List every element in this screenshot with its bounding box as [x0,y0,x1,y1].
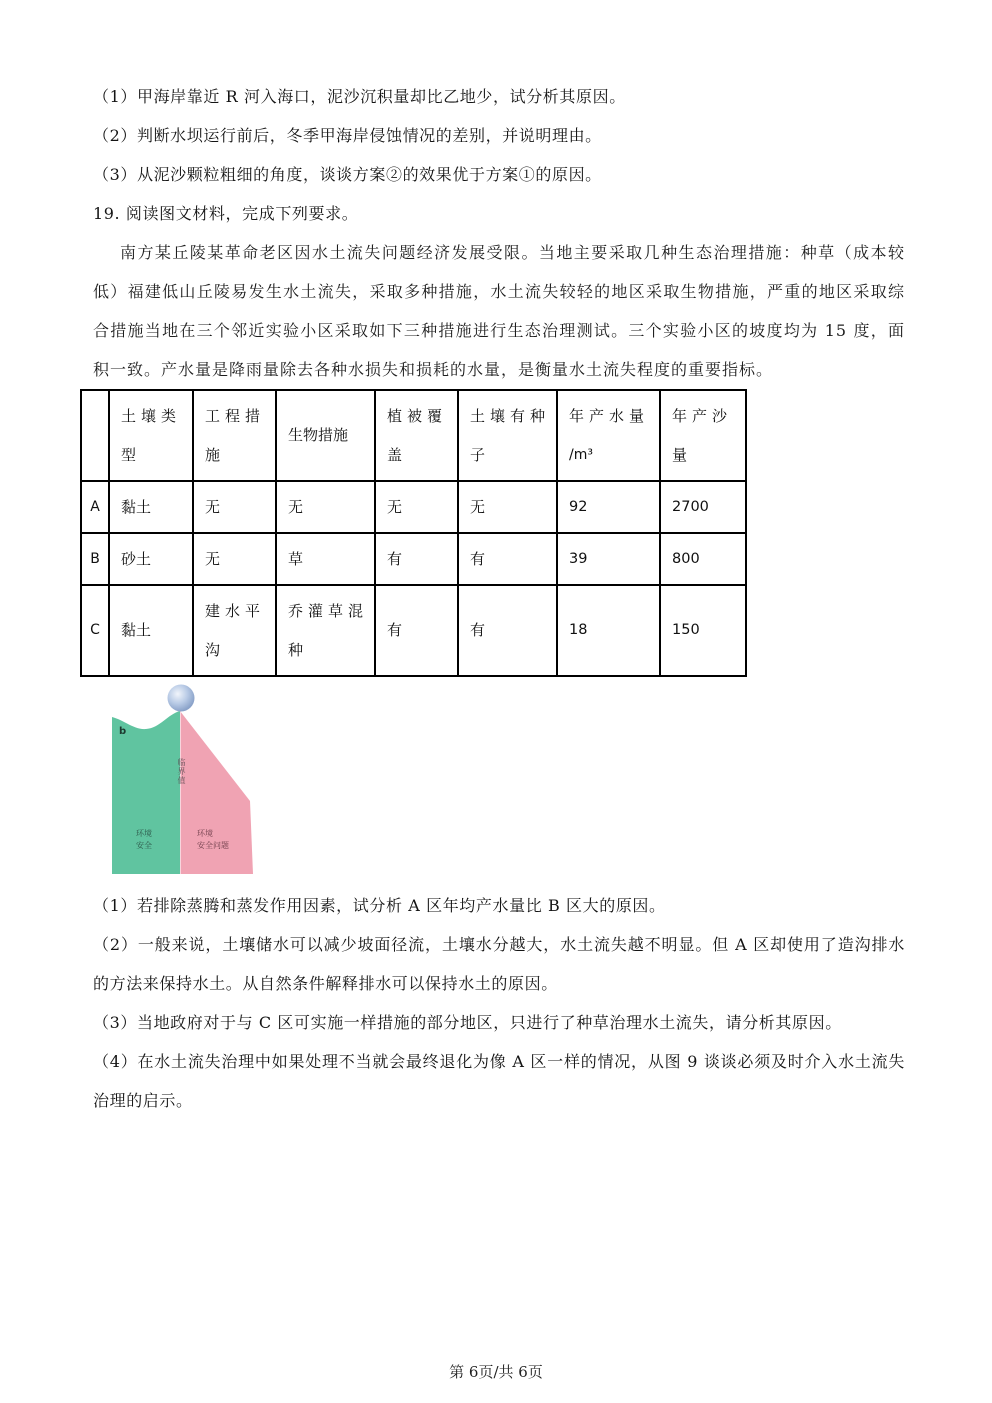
table-row [81,585,746,676]
table-row [81,533,746,585]
cell-engineering-measures: 建水平沟 [193,585,276,676]
cell-vegetation-cover: 有 [375,533,458,585]
header-soil-seeds: 土壤有种子 [458,390,557,481]
header-vegetation-cover: 植被覆盖 [375,390,458,481]
previous-question-3: （3）从泥沙颗粒粗细的角度，谈谈方案②的效果优于方案①的原因。 [93,165,602,184]
question-19-2: （2）一般来说，土壤储水可以减少坡面径流，土壤水分越大，水土流失越不明显。但 A 区却使用了造沟排水的方法来保持水土。从自然条件解释排水可以保持水土的原因。 [93,935,905,993]
stability-diagram [106,684,258,876]
row-zone-label: A [81,481,109,533]
cell-soil-type: 黏土 [109,585,193,676]
safe-zone-label-line: 环境 [136,829,152,838]
cell-biological-measures: 乔灌草混种 [276,585,375,676]
page-content [90,77,905,1120]
cell-vegetation-cover: 有 [375,585,458,676]
table-row [81,481,746,533]
previous-question-2: （2）判断水坝运行前后，冬季甲海岸侵蚀情况的差别，并说明理由。 [93,126,602,145]
cell-soil-seeds: 有 [458,585,557,676]
safe-zone-label [136,828,152,852]
risk-zone-label-line: 安全问题 [197,841,229,850]
experiment-table [80,389,747,677]
cell-water-yield: 92 [557,481,660,533]
threshold-label: 临界值 [177,758,186,785]
row-zone-label: C [81,585,109,676]
cell-sediment-yield: 150 [660,585,746,676]
cell-soil-type: 砂土 [109,533,193,585]
question-19-1: （1）若排除蒸腾和蒸发作用因素，试分析 A 区年均产水量比 B 区大的原因。 [93,896,666,915]
risk-zone-label [197,828,229,852]
cell-sediment-yield: 2700 [660,481,746,533]
diagram-corner-label: b [119,726,127,737]
cell-water-yield: 18 [557,585,660,676]
header-annual-sediment-yield: 年产沙量 [660,390,746,481]
header-annual-water-yield [557,390,660,481]
cell-engineering-measures: 无 [193,533,276,585]
header-water-yield-label: 年产水量 [569,406,650,425]
header-biological-measures: 生物措施 [276,390,375,481]
header-water-yield-unit: /m³ [569,446,593,463]
question-19-4: （4）在水土流失治理中如果处理不当就会最终退化为像 A 区一样的情况，从图 9 谈谈必须及时介入水土流失治理的启示。 [93,1052,905,1110]
cell-biological-measures: 无 [276,481,375,533]
cell-soil-seeds: 有 [458,533,557,585]
question-19-3: （3）当地政府对于与 C 区可实施一样措施的部分地区，只进行了种草治理水土流失，请分析其原因。 [93,1013,842,1032]
cell-soil-seeds: 无 [458,481,557,533]
table-header-corner [81,390,109,481]
cell-biological-measures: 草 [276,533,375,585]
page-footer: 第 6页/共 6页 [449,1363,543,1381]
question-19-material: 南方某丘陵某革命老区因水土流失问题经济发展受限。当地主要采取几种生态治理措施：种草（成本较低）福建低山丘陵易发生水土流失，采取多种措施，水土流失较轻的地区采取生物措施，严重的地区采取综合措施当地在三个邻近实验小区采取如下三种措施进行生态治理测试。三个实验小区的坡度均为 15 度，面积一致。产水量是降雨量除去各种水损失和损耗的水量，是衡量水土流失程度的重要指标。 [93,243,905,379]
question-19-heading: 19. 阅读图文材料，完成下列要求。 [93,204,359,223]
cell-vegetation-cover: 无 [375,481,458,533]
risk-zone-label-line: 环境 [197,829,213,838]
cell-engineering-measures: 无 [193,481,276,533]
previous-question-1: （1）甲海岸靠近 R 河入海口，泥沙沉积量却比乙地少，试分析其原因。 [93,87,626,106]
ball-icon [168,685,195,712]
cell-soil-type: 黏土 [109,481,193,533]
cell-sediment-yield: 800 [660,533,746,585]
cell-water-yield: 39 [557,533,660,585]
header-engineering-measures: 工程措施 [193,390,276,481]
header-soil-type: 土壤类型 [109,390,193,481]
table-header-row [81,390,746,481]
question-19-subquestions [93,886,905,1120]
safe-zone-label-line: 安全 [136,841,152,850]
row-zone-label: B [81,533,109,585]
